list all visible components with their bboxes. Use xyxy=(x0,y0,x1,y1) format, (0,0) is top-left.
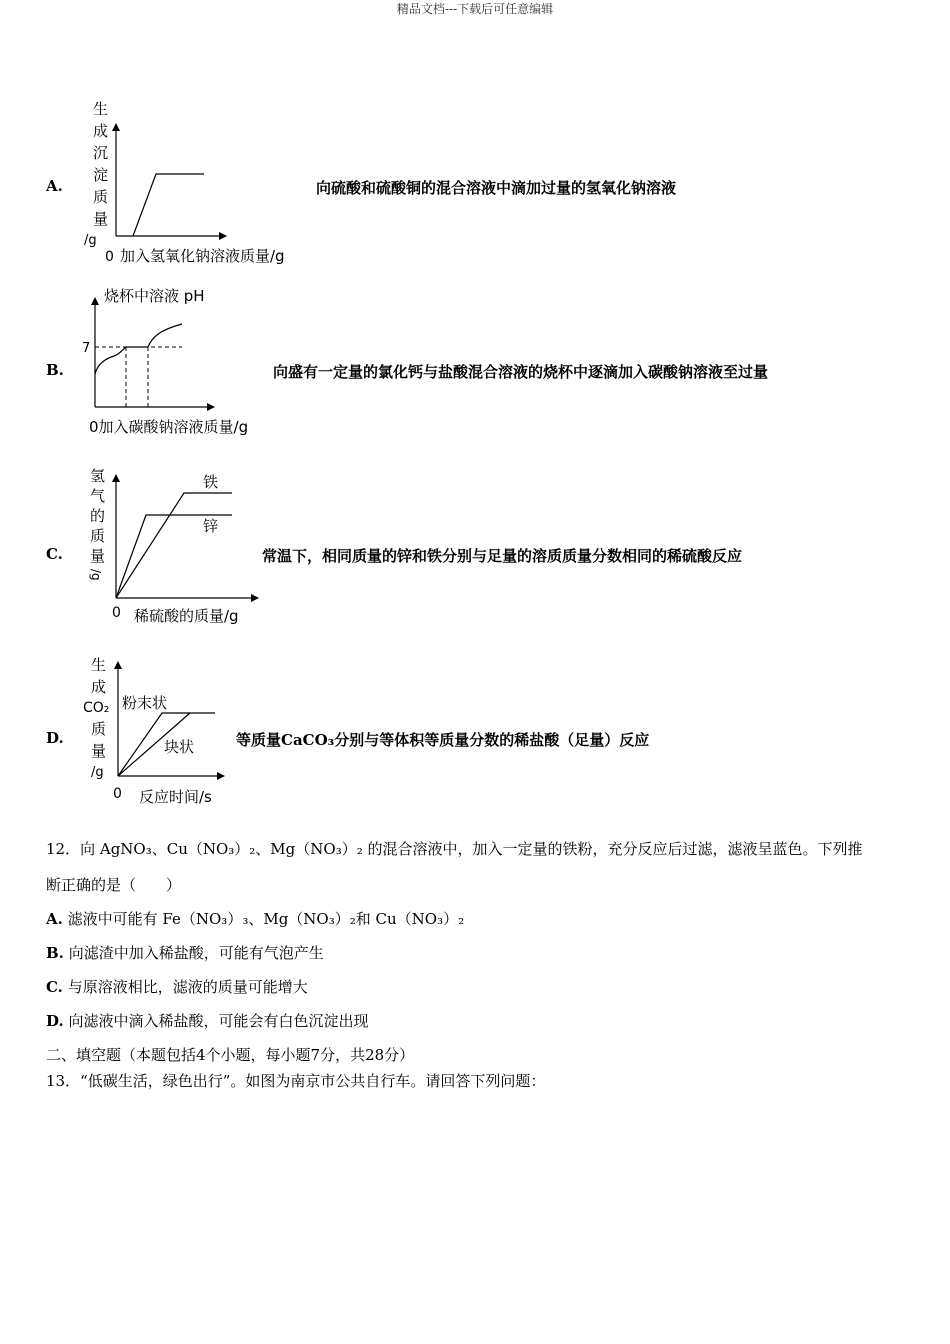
option-d-label: D. xyxy=(46,729,64,747)
x-title: 0加入碳酸钠溶液质量/g xyxy=(89,418,249,436)
q12-choice-b xyxy=(46,942,324,963)
y-title-4: 质 xyxy=(90,527,106,545)
option-c-desc: 常温下，相同质量的锌和铁分别与足量的溶质质量分数相同的稀硫酸反应 xyxy=(262,547,743,565)
y-title-4: 淀 xyxy=(93,166,109,184)
ph-tick-7: 7 xyxy=(82,341,91,356)
q12-choice-c-text: 与原溶液相比，滤液的质量可能增大 xyxy=(67,978,308,996)
y-title-4: 质 xyxy=(91,720,107,738)
y-title-3: CO₂ xyxy=(83,700,110,716)
option-d-desc: 等质量CaCO₃分别与等体积等质量分数的稀盐酸（足量）反应 xyxy=(236,731,650,749)
q12-choice-a-text: 滤液中可能有 Fe（NO₃）₃、Mg（NO₃）₂和 Cu（NO₃）₂ xyxy=(67,910,465,928)
q12-choice-b-label: B. xyxy=(46,944,64,962)
precipitate-curve xyxy=(133,174,204,236)
page-header: 精品文档---下载后可任意编辑 xyxy=(396,2,554,16)
origin-label: 0 xyxy=(113,786,122,802)
y-title-2: 成 xyxy=(91,678,107,696)
option-b-desc: 向盛有一定量的氯化钙与盐酸混合溶液的烧杯中逐滴加入碳酸钠溶液至过量 xyxy=(273,363,769,381)
q12-stem-line-1: 12．向 AgNO₃、Cu（NO₃）₂、Mg（NO₃）₂ 的混合溶液中，加入一定量的铁粉，充分反应后过滤，滤液呈蓝色。下列推 xyxy=(46,840,863,858)
x-title: 稀硫酸的质量/g xyxy=(134,607,239,625)
y-title-1: 生 xyxy=(91,656,107,674)
q12-choice-b-text: 向滤渣中加入稀盐酸，可能有气泡产生 xyxy=(68,944,324,962)
option-c-label: C. xyxy=(46,545,63,563)
series-label-iron: 铁 xyxy=(203,473,219,491)
option-a-label: A. xyxy=(46,177,63,195)
series-label-lump: 块状 xyxy=(164,738,195,756)
y-title-unit: /g xyxy=(91,765,104,780)
y-title-unit: /g xyxy=(84,233,97,248)
y-title-5: 质 xyxy=(93,188,109,206)
y-title-unit: /g xyxy=(89,569,103,581)
y-title-3: 的 xyxy=(90,507,106,525)
x-title: 反应时间/s xyxy=(139,788,212,806)
q12-choice-a xyxy=(46,908,464,929)
q12-choice-d-text: 向滤液中滴入稀盐酸，可能会有白色沉淀出现 xyxy=(68,1012,369,1030)
chart-c xyxy=(78,465,278,637)
chart-d xyxy=(78,650,248,816)
chart-a xyxy=(78,98,318,274)
y-title: 烧杯中溶液 pH xyxy=(104,287,205,305)
option-a-desc: 向硫酸和硫酸铜的混合溶液中滴加过量的氢氧化钠溶液 xyxy=(316,179,677,197)
y-title-3: 沉 xyxy=(93,144,109,162)
iron-series-line xyxy=(116,493,232,598)
y-title-5: 量 xyxy=(91,742,107,760)
q12-choice-c xyxy=(46,976,308,997)
option-b-label: B. xyxy=(46,361,64,379)
origin-label: 0 xyxy=(105,249,114,265)
series-label-zinc: 锌 xyxy=(203,517,219,535)
q13-stem: 13．“低碳生活，绿色出行”。如图为南京市公共自行车。请回答下列问题： xyxy=(46,1072,546,1090)
section-heading: 二、填空题（本题包括4个小题，每小题7分，共28分） xyxy=(46,1046,415,1064)
q12-stem-line-2: 断正确的是（ ） xyxy=(46,876,182,894)
q12-choice-d xyxy=(46,1010,369,1031)
y-title-6: 量 xyxy=(93,210,109,228)
chart-b xyxy=(78,282,278,446)
series-label-powder: 粉末状 xyxy=(122,694,168,712)
ph-curve xyxy=(95,324,182,374)
q12-choice-c-label: C. xyxy=(46,978,63,996)
y-title-5: 量 xyxy=(90,547,106,565)
y-title-2: 成 xyxy=(93,122,109,140)
origin-label: 0 xyxy=(112,605,121,621)
y-title-2: 气 xyxy=(90,487,106,505)
y-title-1: 氢 xyxy=(90,467,106,485)
x-title: 加入氢氧化钠溶液质量/g xyxy=(120,247,285,265)
q12-choice-a-label: A. xyxy=(46,910,63,928)
y-title-1: 生 xyxy=(93,100,109,118)
q12-choice-d-label: D. xyxy=(46,1012,64,1030)
